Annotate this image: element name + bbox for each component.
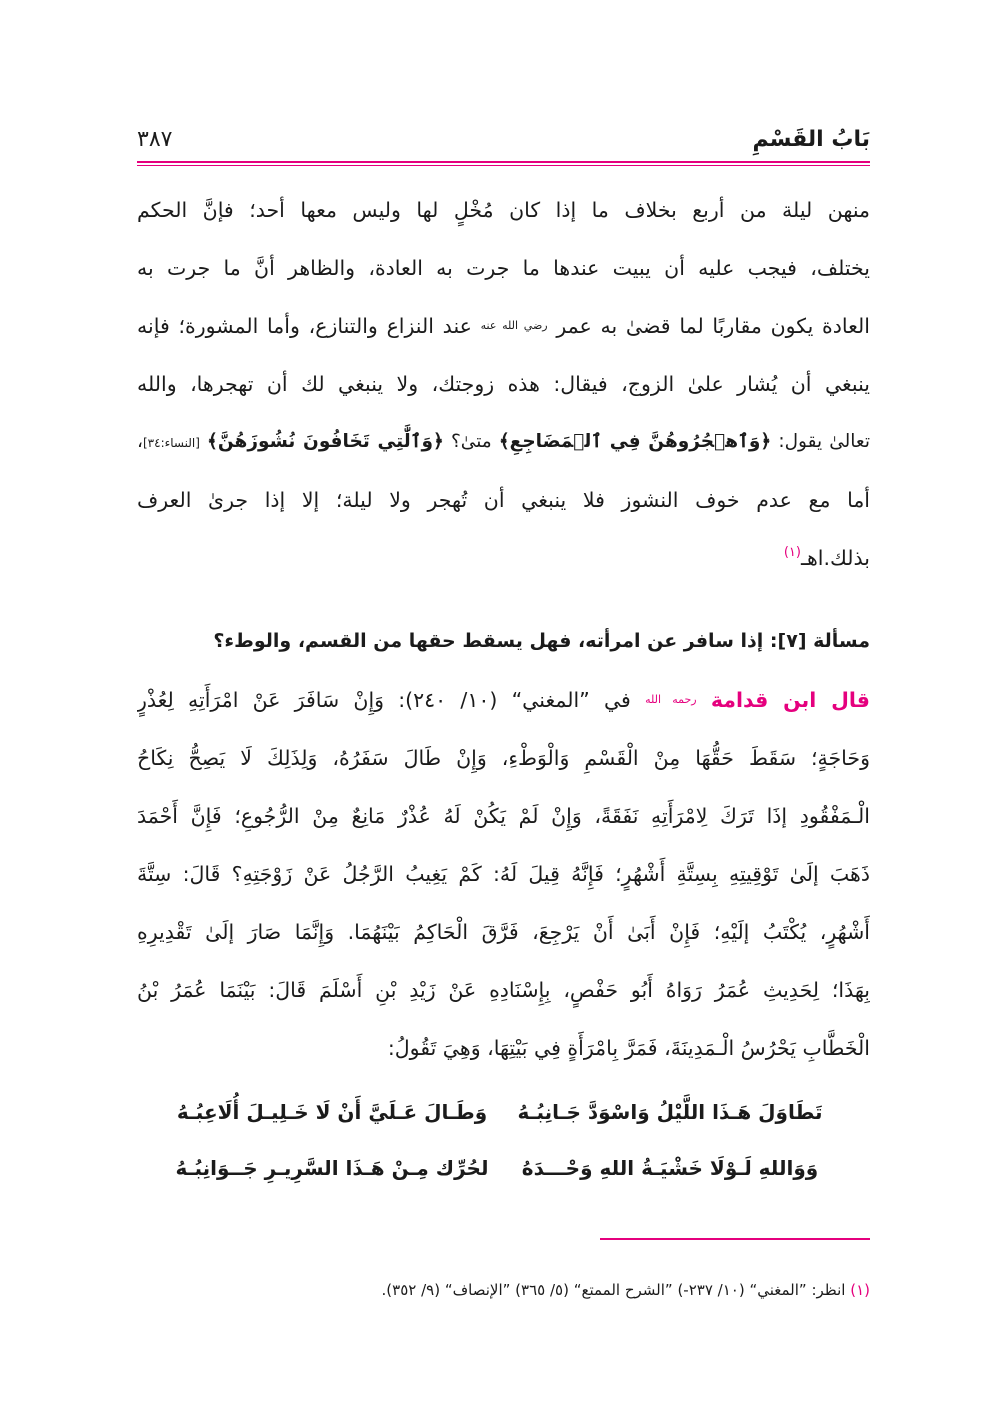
- text-line: الْخَطَّابِ يَحْرُسُ الْـمَدِينَةَ، فَمَرَّ بِامْرَأَةٍ فِي بَيْتِهَا، وَهِيَ تَقُولُ:: [387, 1036, 870, 1060]
- text-line: ينبغي أن يُشار علىٰ الزوج، فيقال: هذه زوجتك، ولا ينبغي لك أن تهجرها، والله: [137, 372, 870, 396]
- text-line: يختلف، فيجب عليه أن يبيت عندها ما جرت به العادة، والظاهر أنَّ ما جرت به: [137, 256, 870, 280]
- running-header: [137, 118, 870, 160]
- text-line: [137, 413, 870, 471]
- quoted-author: قال ابن قدامة: [710, 688, 870, 712]
- text-line: [137, 529, 870, 587]
- header-rule: [137, 161, 870, 166]
- paragraph-2: [137, 671, 870, 1077]
- honorific-rahimahullah: رحمه الله: [645, 693, 697, 706]
- hemistich-right: تَطَاوَلَ هَـذَا اللَّيْلُ وَاسْوَدَّ جَـانِبُـهُ: [517, 1100, 823, 1124]
- text-line: وَحَاجَةٍ؛ سَقَطَ حَقُّهَا مِنْ الْقَسْمِ وَالْوَطْءِ، وَإِنْ طَالَ سَفَرُهُ، وَلِذَلِكَ لَا يَصِحُّ نِكَاحُ: [137, 746, 870, 770]
- text-segment: بذلك.اهـ: [800, 546, 870, 570]
- poem-verse: [137, 1084, 870, 1140]
- text-line: أما مع عدم خوف النشوز فلا ينبغي أن تُهجر ولا ليلة؛ إلا إذا جرىٰ العرف: [137, 488, 870, 512]
- text-segment: تعالىٰ يقول:: [778, 431, 870, 452]
- hemistich-left: لحُرِّك مِـنْ هَـذَا السَّرِيـرِ جَــوَانِبُـهُ: [175, 1156, 489, 1180]
- poem: [137, 1084, 870, 1196]
- page-number: ٣٨٧: [137, 126, 173, 152]
- surah-reference: [النساء:٣٤]: [142, 436, 200, 450]
- text-line: منهن ليلة من أربع بخلاف ما إذا كان مُخْلٍ لها وليس معها أحد؛ فإنَّ الحكم: [137, 198, 870, 222]
- honorific-radiallahu-anhu: رضي الله عنه: [480, 319, 548, 332]
- hemistich-right: وَوَاللهِ لَـوْلَا خَشْيَـةُ اللهِ وَحْـــدَهُ: [521, 1156, 819, 1180]
- punctuation: ،: [137, 431, 143, 452]
- footnote-number: (١): [850, 1281, 870, 1299]
- text-line: أَشْهُرٍ، يُكْتَبُ إلَيْهِ؛ فَإِنْ أَبَىٰ أَنْ يَرْجِعَ، فَرَّقَ الْحَاكِمُ بَيْنَهُمَا. وَإِنَّمَا صَارَ إلَىٰ تَقْدِيرِهِ: [137, 920, 870, 944]
- chapter-title: بَابُ القَسْمِ: [752, 126, 870, 152]
- text-line: الْـمَفْقُودِ إذَا تَرَكَ لِامْرَأَتِهِ نَفَقَةً، وَإِنْ لَمْ يَكُنْ لَهُ عُذْرٌ مَانِعٌ مِنْ الرُّجُوعِ؛ فَإِنَّ أَحْمَدَ: [137, 804, 870, 828]
- issue-label: مسألة [٧]:: [769, 630, 870, 652]
- footnote: [137, 1274, 870, 1306]
- text-segment: العادة يكون مقاربًا لما قضىٰ به عمر: [556, 314, 870, 338]
- text-line: [137, 297, 870, 355]
- poem-verse: [137, 1140, 870, 1196]
- text-line: [137, 671, 870, 729]
- issue-heading: [137, 616, 870, 666]
- quran-verse: ﴿وَٱهۡجُرُوهُنَّ فِي ٱلۡمَضَاجِعِ﴾: [498, 431, 772, 452]
- text-line: بِهَذَا؛ لِحَدِيثِ عُمَرُ رَوَاهُ أَبُو حَفْصٍ، بِإِسْنَادِهِ عَنْ زَيْدِ بْنِ أَسْلَمَ قَالَ: بَيْنَمَا عُمَرُ بْنُ: [137, 978, 870, 1002]
- footnote-text: انظر: ”المغني“ (١٠/ ٢٣٧-) ”الشرح الممتع“ (٥/ ٣٦٥) ”الإنصاف“ (٩/ ٣٥٢).: [381, 1281, 846, 1299]
- hemistich-left: وَطَـالَ عَـلَيَّ أَنْ لَا خَـلِيـلَ أُلَاعِبُـهُ: [176, 1100, 488, 1124]
- text-segment: عند النزاع والتنازع، وأما المشورة؛ فإنه: [137, 314, 472, 338]
- quran-verse: ﴿وَٱلَّٰتِي تَخَافُونَ نُشُوزَهُنَّ﴾: [207, 431, 444, 452]
- footnote-marker: (١): [783, 545, 801, 560]
- text-segment: متىٰ؟: [450, 431, 492, 452]
- issue-title: إذا سافر عن امرأته، فهل يسقط حقها من القسم، والوطء؟: [213, 630, 764, 652]
- footnote-rule: [600, 1238, 870, 1240]
- paragraph-1: [137, 181, 870, 587]
- text-segment: في ”المغني“ (١٠/ ٢٤٠): وَإِنْ سَافَرَ عَنْ امْرَأَتِهِ لِعُذْرٍ: [137, 688, 631, 712]
- text-line: ذَهَبَ إلَىٰ تَوْقِيتِهِ بِسِتَّةِ أَشْهُرٍ؛ فَإِنَّهُ قِيلَ لَهُ: كَمْ يَغِيبُ الرَّجُلُ عَنْ زَوْجَتِهِ؟ قَالَ: سِتَّةَ: [137, 862, 870, 886]
